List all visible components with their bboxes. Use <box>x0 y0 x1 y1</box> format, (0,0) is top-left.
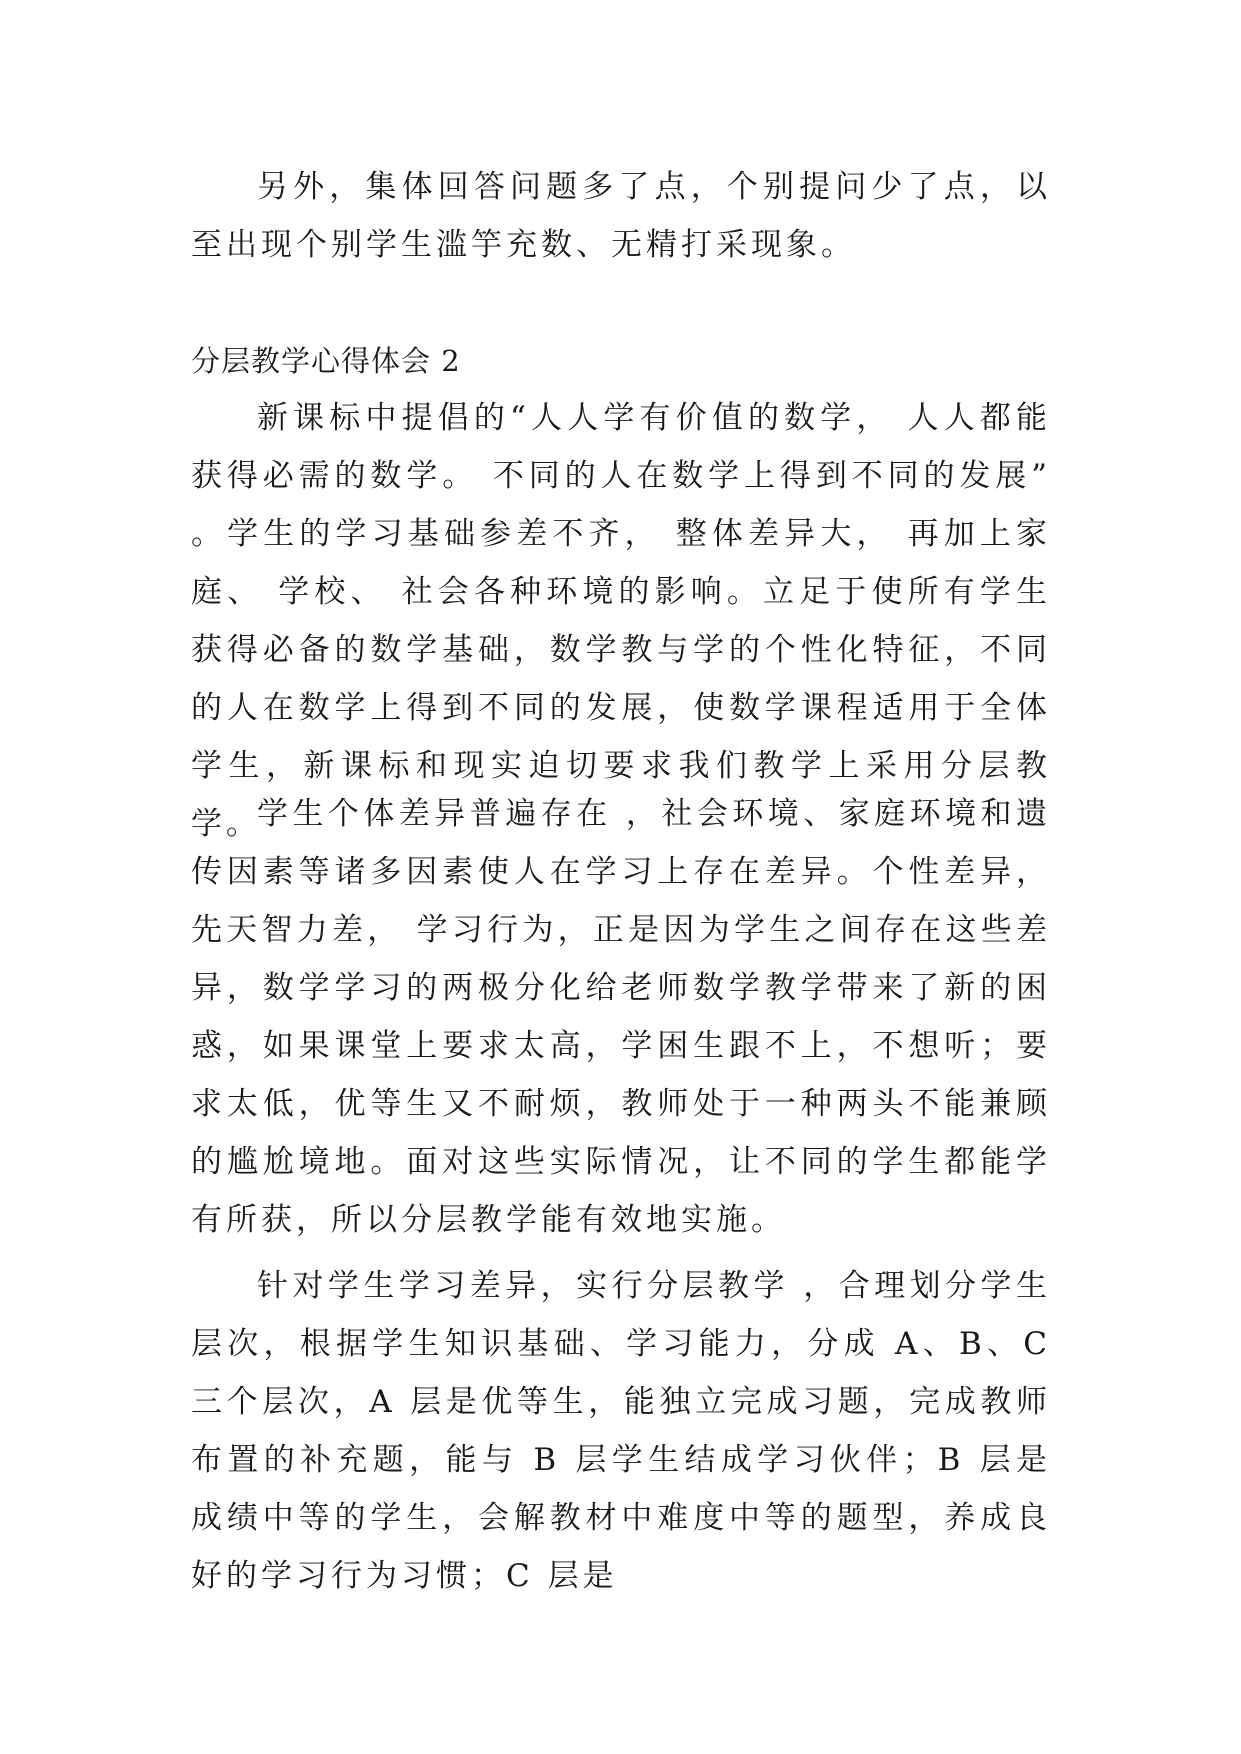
body-paragraph-2: 学生个体差异普遍存在 ，社会环境、家庭环境和遗传因素等诸多因素使人在学习上存在差异。个性差异，先天智力差， 学习行为，正是因为学生之间存在这些差异，数学学习的两极分化给老师数学教学带来了新的困惑，如果课堂上要求太高，学困生跟不上，不想听；要求太低，优等生又不耐烦，教师处于一种两头不能兼顾的尴尬境地。面对这些实际情况，让不同的学生都能学有所获，所以分层教学能有效地实施。 <box>191 796 1051 1238</box>
intro-paragraph: 另外，集体回答问题多了点，个别提问少了点，以至出现个别学生滥竽充数、无精打采现象。 <box>191 169 1051 263</box>
body-paragraph-3: 针对学生学习差异，实行分层教学 ，合理划分学生层次，根据学生知识基础、学习能力，分成 A、B、C 三个层次，A 层是优等生，能独立完成习题，完成教师布置的补充题，能与 B 层学生结成学习伙伴；B 层是成绩中等的学生，会解教材中难度中等的题型，养成良好的学习行为习惯；C 层是 <box>191 1268 1051 1594</box>
body-paragraph-1: 新课标中提倡的“人人学有价值的数学， 人人都能获得必需的数学。 不同的人在数学上得到不同的发展” 。学生的学习基础参差不齐， 整体差异大， 再加上家庭、 学校、 社会各种环境的影响。立足于使所有学生获得必备的数学基础，数学教与学的个性化特征，不同的人在数学上得到不同的发展，使数学课程适用于全体学生，新课标和现实迫切要求我们教学上采用分层教学。 <box>191 400 1051 842</box>
section-title: 分层教学心得体会 2 <box>191 344 461 378</box>
